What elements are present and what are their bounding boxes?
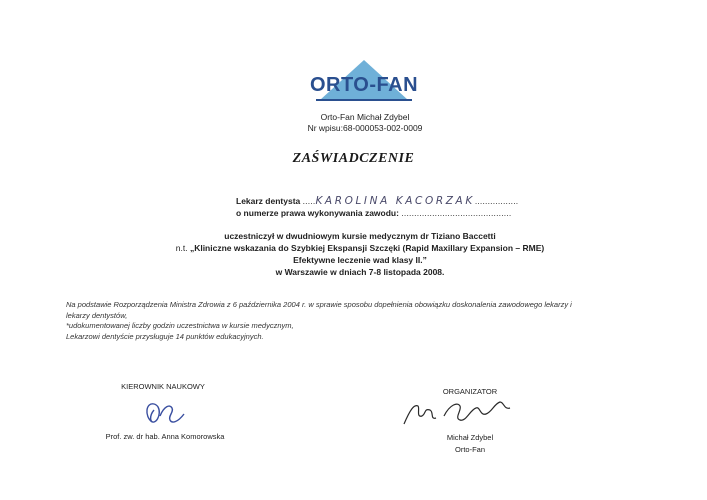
company-name: Orto-Fan Michał Zdybel [320, 112, 410, 122]
orto-fan-logo [308, 58, 420, 104]
note-line-3: *udokumentowanej liczby godzin uczestnictwa w kursie medycznym, [66, 321, 294, 330]
page-title: ZAŚWIADCZENIE [292, 151, 415, 166]
company-registry: Nr wpisu:68-000053-002-0009 [307, 123, 423, 133]
right-signature-role: ORGANIZATOR [442, 387, 498, 396]
left-signature-name: Prof. zw. dr hab. Anna Komorowska [105, 432, 225, 441]
logo-text: ORTO-FAN [309, 74, 419, 96]
right-signature-icon [400, 396, 520, 430]
course-line-2 [150, 242, 570, 254]
course-line-3: Efektywne leczenie wad klasy II.” [293, 255, 427, 265]
left-signature-role: KIEROWNIK NAUKOWY [121, 382, 205, 391]
doctor-label: Lekarz dentysta [236, 196, 301, 206]
legal-note [66, 300, 646, 342]
right-signature-company: Orto-Fan [454, 445, 485, 454]
course-line-4: w Warszawie w dniach 7-8 listopada 2008. [275, 267, 445, 277]
license-label: o numerze prawa wykonywania zawodu: [236, 208, 399, 218]
note-line-4: Lekarzowi dentyście przysługuje 14 punktów edukacyjnych. [66, 331, 264, 341]
left-signature-icon [140, 396, 190, 430]
license-line: o numerze prawa wykonywania zawodu: ........................................... [236, 208, 512, 218]
course-line-1: uczestniczył w dwudniowym kursie medycznym dr Tiziano Baccetti [224, 231, 496, 241]
course-line-2-prefix: n.t. [175, 243, 188, 253]
note-line-1: Na podstawie Rozporządzenia Ministra Zdrowia z 6 października 2004 r. w sprawie sposobu dopełnienia obowiązku doskonalenia zawodowego lekarzy i [66, 300, 572, 309]
company-info [250, 112, 480, 134]
note-line-2: lekarzy dentystów, [66, 310, 128, 320]
doctor-name-handwritten: KAROLINA KACORZAK [315, 195, 475, 207]
course-description [150, 230, 570, 278]
course-title: „Kliniczne wskazania do Szybkiej Ekspansji Szczęki (Rapid Maxillary Expansion – RME) [189, 243, 545, 253]
right-signature-name: Michał Zdybel [446, 433, 494, 442]
doctor-line: Lekarz dentysta .....KAROLINA KACORZAK................. [236, 195, 519, 207]
